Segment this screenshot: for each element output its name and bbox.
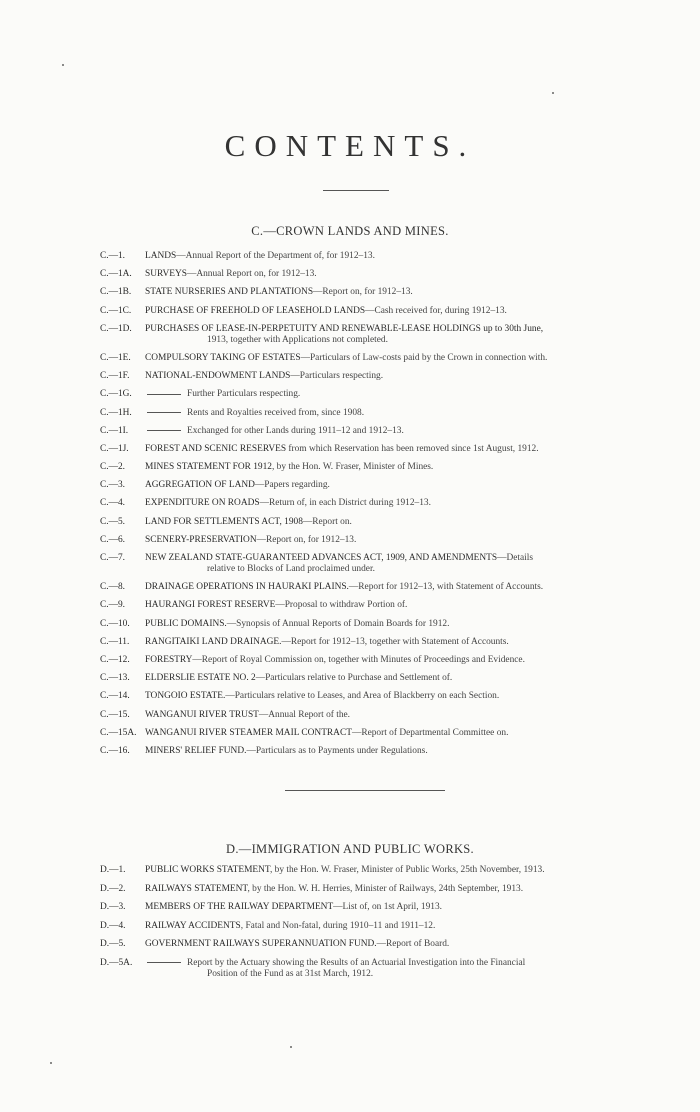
entry-description: Report by the Actuary showing the Results of an Actuarial Investigation into the Financial: [187, 957, 526, 968]
entry-text: [145, 444, 645, 455]
entry-continuation: 1913, together with Applications not completed.: [207, 334, 388, 345]
entry-description: —Synopsis of Annual Reports of Domain Boards for 1912.: [226, 618, 450, 629]
entry-code: D.—5A.: [100, 957, 133, 968]
contents-entry: [100, 921, 645, 932]
entry-code: C.—1I.: [100, 425, 129, 436]
entry-subject: COMPULSORY TAKING OF ESTATES: [145, 352, 301, 363]
entry-description: —Report of Departmental Committee on.: [351, 727, 509, 738]
entry-code: C.—13.: [100, 673, 130, 684]
entry-text: [145, 371, 645, 382]
entry-description: Rents and Royalties received from, since 1908.: [187, 407, 365, 418]
entry-subject: LAND FOR SETTLEMENTS ACT, 1908: [145, 516, 303, 527]
section-divider: [285, 790, 445, 791]
entry-code: C.—1H.: [100, 407, 132, 418]
contents-entry: [100, 902, 645, 913]
entry-description: , by the Hon. W. Fraser, Minister of Public Works, 25th November, 1913.: [269, 865, 545, 875]
entry-text: [145, 426, 645, 437]
entry-description: —Cash received for, during 1912–13.: [365, 305, 507, 316]
entry-subject: MEMBERS OF THE RAILWAY DEPARTMENT: [145, 902, 334, 913]
entry-text: [145, 865, 645, 876]
entry-continuation: relative to Blocks of Land proclaimed under.: [207, 564, 375, 574]
entry-subject: DRAINAGE OPERATIONS IN HAURAKI PLAINS.: [145, 582, 349, 593]
entry-subject: ELDERSLIE ESTATE NO. 2: [145, 673, 256, 684]
entry-description: —Particulars of Law-costs paid by the Crown in connection with.: [300, 352, 548, 363]
entry-code: C.—1J.: [100, 443, 129, 454]
entry-description: —Report of Board.: [376, 939, 450, 950]
contents-entry: [100, 728, 645, 739]
entry-code: D.—4.: [100, 920, 126, 931]
ditto-dash: [147, 962, 181, 963]
section-heading-c: C.—CROWN LANDS AND MINES.: [251, 224, 449, 238]
entry-code: C.—1G.: [100, 389, 132, 400]
entry-subject: PUBLIC DOMAINS.: [145, 618, 227, 629]
entry-text: [145, 251, 645, 262]
entry-description: , by the Hon. W. H. Herries, Minister of Railways, 24th September, 1913.: [247, 883, 524, 894]
contents-entry: [100, 480, 645, 491]
entry-description: —Particulars as to Payments under Regulations.: [246, 745, 428, 756]
entry-text: [145, 673, 645, 684]
entry-code: C.—4.: [100, 498, 126, 509]
entry-subject: LANDS: [145, 251, 177, 261]
entry-subject: PURCHASES OF LEASE-IN-PERPETUITY AND RENEWABLE-LEASE HOLDINGS up to 30th June,: [145, 323, 544, 334]
entry-code: C.—12.: [100, 654, 130, 665]
entry-description: —Particulars relative to Purchase and Settlement of.: [255, 673, 453, 684]
entry-code: C.—6.: [100, 534, 126, 545]
entry-code: C.—5.: [100, 516, 126, 527]
entry-text: [145, 498, 645, 509]
entry-description: , by the Hon. W. Fraser, Minister of Mines.: [271, 462, 434, 473]
ditto-dash: [147, 412, 181, 413]
page-speck: [552, 92, 554, 94]
contents-entry: [100, 710, 645, 721]
entry-subject: GOVERNMENT RAILWAYS SUPERANNUATION FUND.: [145, 939, 377, 950]
contents-entry: [100, 746, 645, 757]
contents-entry: [100, 884, 645, 895]
entry-description: —Annual Report of the.: [258, 709, 351, 720]
entry-text: [145, 269, 645, 280]
entry-description: —Report on, for 1912–13.: [313, 287, 413, 298]
entry-subject: TONGOIO ESTATE.: [145, 691, 226, 702]
entry-code: C.—11.: [100, 636, 130, 647]
contents-entry: [100, 958, 645, 980]
contents-entry: [100, 269, 645, 280]
entry-code: C.—1B.: [100, 287, 132, 298]
page-title: CONTENTS.: [224, 128, 476, 163]
contents-entry: [100, 655, 645, 666]
entry-subject: RAILWAY ACCIDENTS: [145, 920, 241, 931]
entry-subject: WANGANUI RIVER TRUST: [145, 709, 259, 720]
entry-subject: MINERS' RELIEF FUND.: [145, 745, 247, 756]
entry-subject: MINES STATEMENT FOR 1912: [145, 462, 272, 473]
entry-description: from which Reservation has been removed since 1st August, 1912.: [286, 443, 539, 454]
entry-text: [145, 535, 645, 546]
entry-text: [145, 691, 645, 702]
entry-text: [145, 553, 645, 575]
entry-text: [145, 480, 645, 491]
entry-description: —Papers regarding.: [254, 480, 330, 491]
contents-entry: [100, 444, 645, 455]
entry-text: [145, 353, 645, 364]
page-speck: [50, 1062, 52, 1064]
entry-text: [145, 655, 645, 666]
contents-entry: [100, 517, 645, 528]
contents-entry: [100, 553, 645, 575]
contents-entry: [100, 353, 645, 364]
title-rule: [323, 190, 389, 191]
contents-entry: [100, 498, 645, 509]
entry-description: —Report for 1912–13, with Statement of Accounts.: [348, 582, 544, 593]
contents-entry: [100, 306, 645, 317]
entry-subject: PUBLIC WORKS STATEMENT: [145, 865, 270, 875]
contents-entry: [100, 673, 645, 684]
contents-entry: [100, 582, 645, 593]
entry-code: C.—3.: [100, 480, 126, 491]
entry-description: —Details: [497, 553, 534, 563]
entry-code: C.—1E.: [100, 352, 131, 363]
entry-text: [145, 462, 645, 473]
entry-text: [145, 637, 645, 648]
entry-code: C.—1A.: [100, 269, 132, 280]
entry-code: C.—1C.: [100, 305, 132, 316]
ditto-dash: [147, 394, 181, 395]
contents-entry: [100, 691, 645, 702]
section-heading-d: D.—IMMIGRATION AND PUBLIC WORKS.: [226, 842, 474, 856]
entry-description: —Annual Report on, for 1912–13.: [186, 269, 317, 280]
entry-text: [145, 287, 645, 298]
entry-code: C.—8.: [100, 582, 126, 593]
entry-code: C.—16.: [100, 745, 130, 756]
entry-code: C.—15A.: [100, 727, 137, 738]
contents-entry: [100, 251, 645, 262]
entry-description: —List of, on 1st April, 1913.: [333, 902, 443, 913]
entry-text: [145, 939, 645, 950]
contents-entry: [100, 619, 645, 630]
entry-subject: EXPENDITURE ON ROADS: [145, 498, 260, 509]
entry-code: C.—7.: [100, 553, 126, 563]
section-c-entries: [100, 251, 645, 764]
entry-continuation: Position of the Fund as at 31st March, 1912.: [207, 968, 374, 979]
entry-text: [145, 884, 645, 895]
entry-subject: WANGANUI RIVER STEAMER MAIL CONTRACT: [145, 727, 352, 738]
entry-code: D.—3.: [100, 902, 126, 913]
entry-text: [145, 408, 645, 419]
entry-text: [145, 389, 645, 400]
entry-description: —Proposal to withdraw Portion of.: [275, 600, 408, 611]
entry-text: [145, 306, 645, 317]
entry-text: [145, 728, 645, 739]
contents-entry: [100, 939, 645, 950]
entry-code: C.—15.: [100, 709, 130, 720]
entry-code: C.—9.: [100, 600, 126, 611]
contents-entry: [100, 426, 645, 437]
entry-subject: STATE NURSERIES AND PLANTATIONS: [145, 287, 314, 298]
entry-text: [145, 600, 645, 611]
entry-description: —Particulars respecting.: [290, 371, 384, 382]
contents-entry: [100, 324, 645, 346]
entry-description: , Fatal and Non-fatal, during 1910–11 and 1911–12.: [240, 920, 436, 931]
contents-entry: [100, 287, 645, 298]
contents-entry: [100, 535, 645, 546]
entry-code: C.—2.: [100, 462, 126, 473]
entry-subject: AGGREGATION OF LAND: [145, 480, 255, 491]
entry-description: —Particulars relative to Leases, and Area of Blackberry on each Section.: [225, 691, 500, 702]
entry-text: [145, 517, 645, 528]
entry-code: D.—2.: [100, 883, 126, 894]
entry-subject: PURCHASE OF FREEHOLD OF LEASEHOLD LANDS: [145, 305, 366, 316]
entry-description: Further Particulars respecting.: [187, 389, 301, 400]
entry-code: C.—1D.: [100, 323, 132, 334]
entry-text: [145, 324, 645, 346]
entry-code: C.—1.: [100, 251, 126, 261]
entry-code: D.—5.: [100, 939, 126, 950]
entry-text: [145, 921, 645, 932]
contents-entry: [100, 637, 645, 648]
contents-entry: [100, 600, 645, 611]
entry-subject: HAURANGI FOREST RESERVE: [145, 600, 276, 611]
contents-entry: [100, 865, 645, 876]
entry-text: [145, 958, 645, 980]
entry-subject: RAILWAYS STATEMENT: [145, 883, 248, 894]
section-d-entries: [100, 865, 645, 988]
entry-description: —Report of Royal Commission on, together with Minutes of Proceedings and Evidence.: [192, 654, 525, 665]
entry-description: —Annual Report of the Department of, for 1912–13.: [176, 251, 375, 261]
contents-entry: [100, 462, 645, 473]
contents-entry: [100, 408, 645, 419]
entry-subject: FOREST AND SCENIC RESERVES: [145, 443, 287, 454]
entry-description: —Report on.: [302, 516, 352, 527]
entry-description: —Report for 1912–13, together with Statement of Accounts.: [281, 636, 509, 647]
entry-description: —Report on, for 1912–13.: [256, 534, 357, 545]
entry-code: C.—14.: [100, 691, 130, 702]
entry-subject: FORESTRY: [145, 654, 193, 665]
entry-code: D.—1.: [100, 865, 126, 875]
entry-code: C.—1F.: [100, 371, 130, 382]
entry-subject: SCENERY-PRESERVATION: [145, 534, 257, 545]
entry-subject: SURVEYS: [145, 269, 187, 280]
entry-text: [145, 902, 645, 913]
entry-text: [145, 710, 645, 721]
entry-description: —Return of, in each District during 1912–13.: [259, 498, 431, 509]
contents-entry: [100, 371, 645, 382]
entry-code: C.—10.: [100, 618, 130, 629]
entry-subject: NATIONAL-ENDOWMENT LANDS: [145, 371, 291, 382]
page-speck: [290, 1046, 292, 1048]
entry-text: [145, 582, 645, 593]
contents-entry: [100, 389, 645, 400]
entry-subject: NEW ZEALAND STATE-GUARANTEED ADVANCES ACT, 1909, AND AMENDMENTS: [145, 553, 498, 563]
page-speck: [62, 64, 64, 66]
entry-subject: RANGITAIKI LAND DRAINAGE.: [145, 636, 282, 647]
entry-description: Exchanged for other Lands during 1911–12 and 1912–13.: [187, 425, 404, 436]
ditto-dash: [147, 430, 181, 431]
entry-text: [145, 619, 645, 630]
entry-text: [145, 746, 645, 757]
